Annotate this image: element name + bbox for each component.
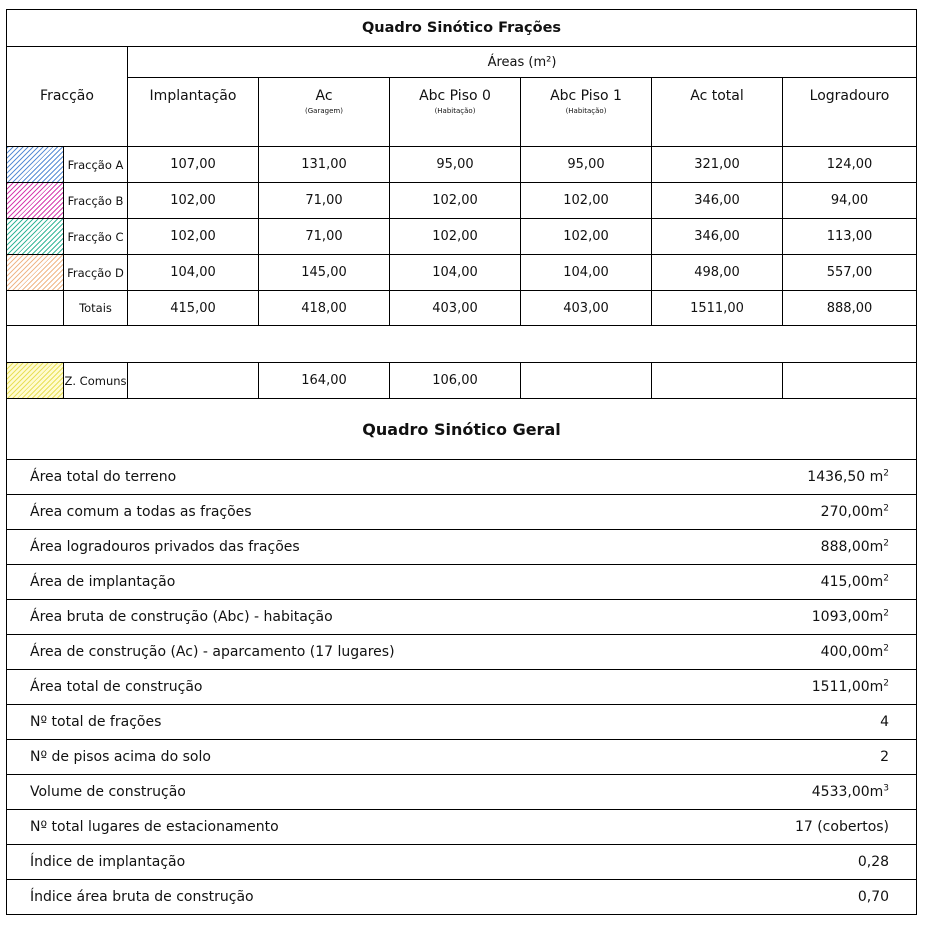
table-row [7, 183, 917, 219]
row-value: $415,00m^2$ [607, 565, 917, 600]
row-label: Volume de construção [7, 775, 607, 810]
table-row [7, 219, 917, 255]
row-value: $400,00m^2$ [607, 635, 917, 670]
row-label: Índice área bruta de construção [7, 880, 607, 915]
table-row [7, 775, 917, 810]
table-cell [521, 363, 652, 399]
row-label: Área total do terreno [7, 460, 607, 495]
hatch-swatch-comuns [7, 363, 64, 399]
row-value: $270,00m^2$ [607, 495, 917, 530]
table-cell: 1511,00 [652, 291, 783, 326]
hatch-swatch-a [7, 147, 64, 183]
table-row [7, 600, 917, 635]
table-cell: 71,00 [259, 183, 390, 219]
table-cell: 131,00 [259, 147, 390, 183]
row-value: $1093,00m^2$ [607, 600, 917, 635]
table-cell: 102,00 [521, 183, 652, 219]
table-cell: 107,00 [128, 147, 259, 183]
table-cell: 104,00 [521, 255, 652, 291]
table-cell: 346,00 [652, 219, 783, 255]
table-row [7, 255, 917, 291]
row-value: $888,00m^2$ [607, 530, 917, 565]
row-label: Área logradouros privados das frações [7, 530, 607, 565]
table-cell: 106,00 [390, 363, 521, 399]
row-value: 2 [607, 740, 917, 775]
table-cell: 104,00 [390, 255, 521, 291]
table-cell: 403,00 [521, 291, 652, 326]
row-label: Nº total de frações [7, 705, 607, 740]
row-label: Área total de construção [7, 670, 607, 705]
table-cell: 102,00 [390, 183, 521, 219]
general-table-title: Quadro Sinótico Geral [7, 399, 917, 460]
table-cell: 94,00 [783, 183, 917, 219]
col-header: Ac (Garagem) [259, 78, 390, 147]
table-row [7, 740, 917, 775]
table-cell: 145,00 [259, 255, 390, 291]
table-cell: 415,00 [128, 291, 259, 326]
hatch-swatch-d [7, 255, 64, 291]
col-header: Abc Piso 0 (Habitação) [390, 78, 521, 147]
table-cell: 113,00 [783, 219, 917, 255]
col-header-fraccao: Fracção [7, 78, 128, 147]
table-cell: 418,00 [259, 291, 390, 326]
row-label: Área comum a todas as frações [7, 495, 607, 530]
table-cell [783, 363, 917, 399]
row-value: $4533,00m^3$ [607, 775, 917, 810]
table-row [7, 565, 917, 600]
table-cell: 557,00 [783, 255, 917, 291]
col-header: Implantação [128, 78, 259, 147]
spacer-row [7, 326, 917, 363]
table-cell: 104,00 [128, 255, 259, 291]
table-cell: 164,00 [259, 363, 390, 399]
row-label: Fracção C [64, 219, 128, 255]
row-label: Nº de pisos acima do solo [7, 740, 607, 775]
row-label: Nº total lugares de estacionamento [7, 810, 607, 845]
table-cell [652, 363, 783, 399]
table-row [7, 810, 917, 845]
row-label: Fracção D [64, 255, 128, 291]
row-value: 4 [607, 705, 917, 740]
table-row [7, 635, 917, 670]
table-cell: 102,00 [390, 219, 521, 255]
table-cell: 71,00 [259, 219, 390, 255]
row-label: Área de implantação [7, 565, 607, 600]
table-row [7, 845, 917, 880]
general-table [6, 398, 917, 915]
table-cell: 102,00 [128, 219, 259, 255]
table-cell: 124,00 [783, 147, 917, 183]
row-value: 0,70 [607, 880, 917, 915]
row-label: Fracção A [64, 147, 128, 183]
col-header: Ac total [652, 78, 783, 147]
row-value: 0,28 [607, 845, 917, 880]
table-cell [128, 363, 259, 399]
totals-row [7, 291, 917, 326]
fractions-table [6, 9, 917, 399]
col-header: Logradouro [783, 78, 917, 147]
row-label: Totais [64, 291, 128, 326]
hatch-swatch-b [7, 183, 64, 219]
table-row [7, 495, 917, 530]
row-value: $1511,00m^2$ [607, 670, 917, 705]
table-row [7, 460, 917, 495]
hatch-swatch-c [7, 219, 64, 255]
row-label: Área bruta de construção (Abc) - habitação [7, 600, 607, 635]
table-row [7, 880, 917, 915]
table-row [7, 705, 917, 740]
table-cell: 888,00 [783, 291, 917, 326]
table-cell: 321,00 [652, 147, 783, 183]
table-row [7, 530, 917, 565]
fractions-table-title: Quadro Sinótico Frações [7, 10, 917, 47]
table-cell: 95,00 [521, 147, 652, 183]
row-value: 1436,50 $m^2$ [607, 460, 917, 495]
row-label: Área de construção (Ac) - aparcamento (17 lugares) [7, 635, 607, 670]
row-label: Z. Comuns [64, 363, 128, 399]
table-row [7, 670, 917, 705]
areas-header: Áreas (m²) [128, 47, 917, 78]
col-header: Abc Piso 1 (Habitação) [521, 78, 652, 147]
comuns-row [7, 363, 917, 399]
table-cell: 102,00 [128, 183, 259, 219]
table-row [7, 147, 917, 183]
table-cell: 498,00 [652, 255, 783, 291]
table-cell: 346,00 [652, 183, 783, 219]
row-value: 17 (cobertos) [607, 810, 917, 845]
row-label: Índice de implantação [7, 845, 607, 880]
table-cell: 95,00 [390, 147, 521, 183]
row-label: Fracção B [64, 183, 128, 219]
table-cell: 102,00 [521, 219, 652, 255]
table-cell: 403,00 [390, 291, 521, 326]
